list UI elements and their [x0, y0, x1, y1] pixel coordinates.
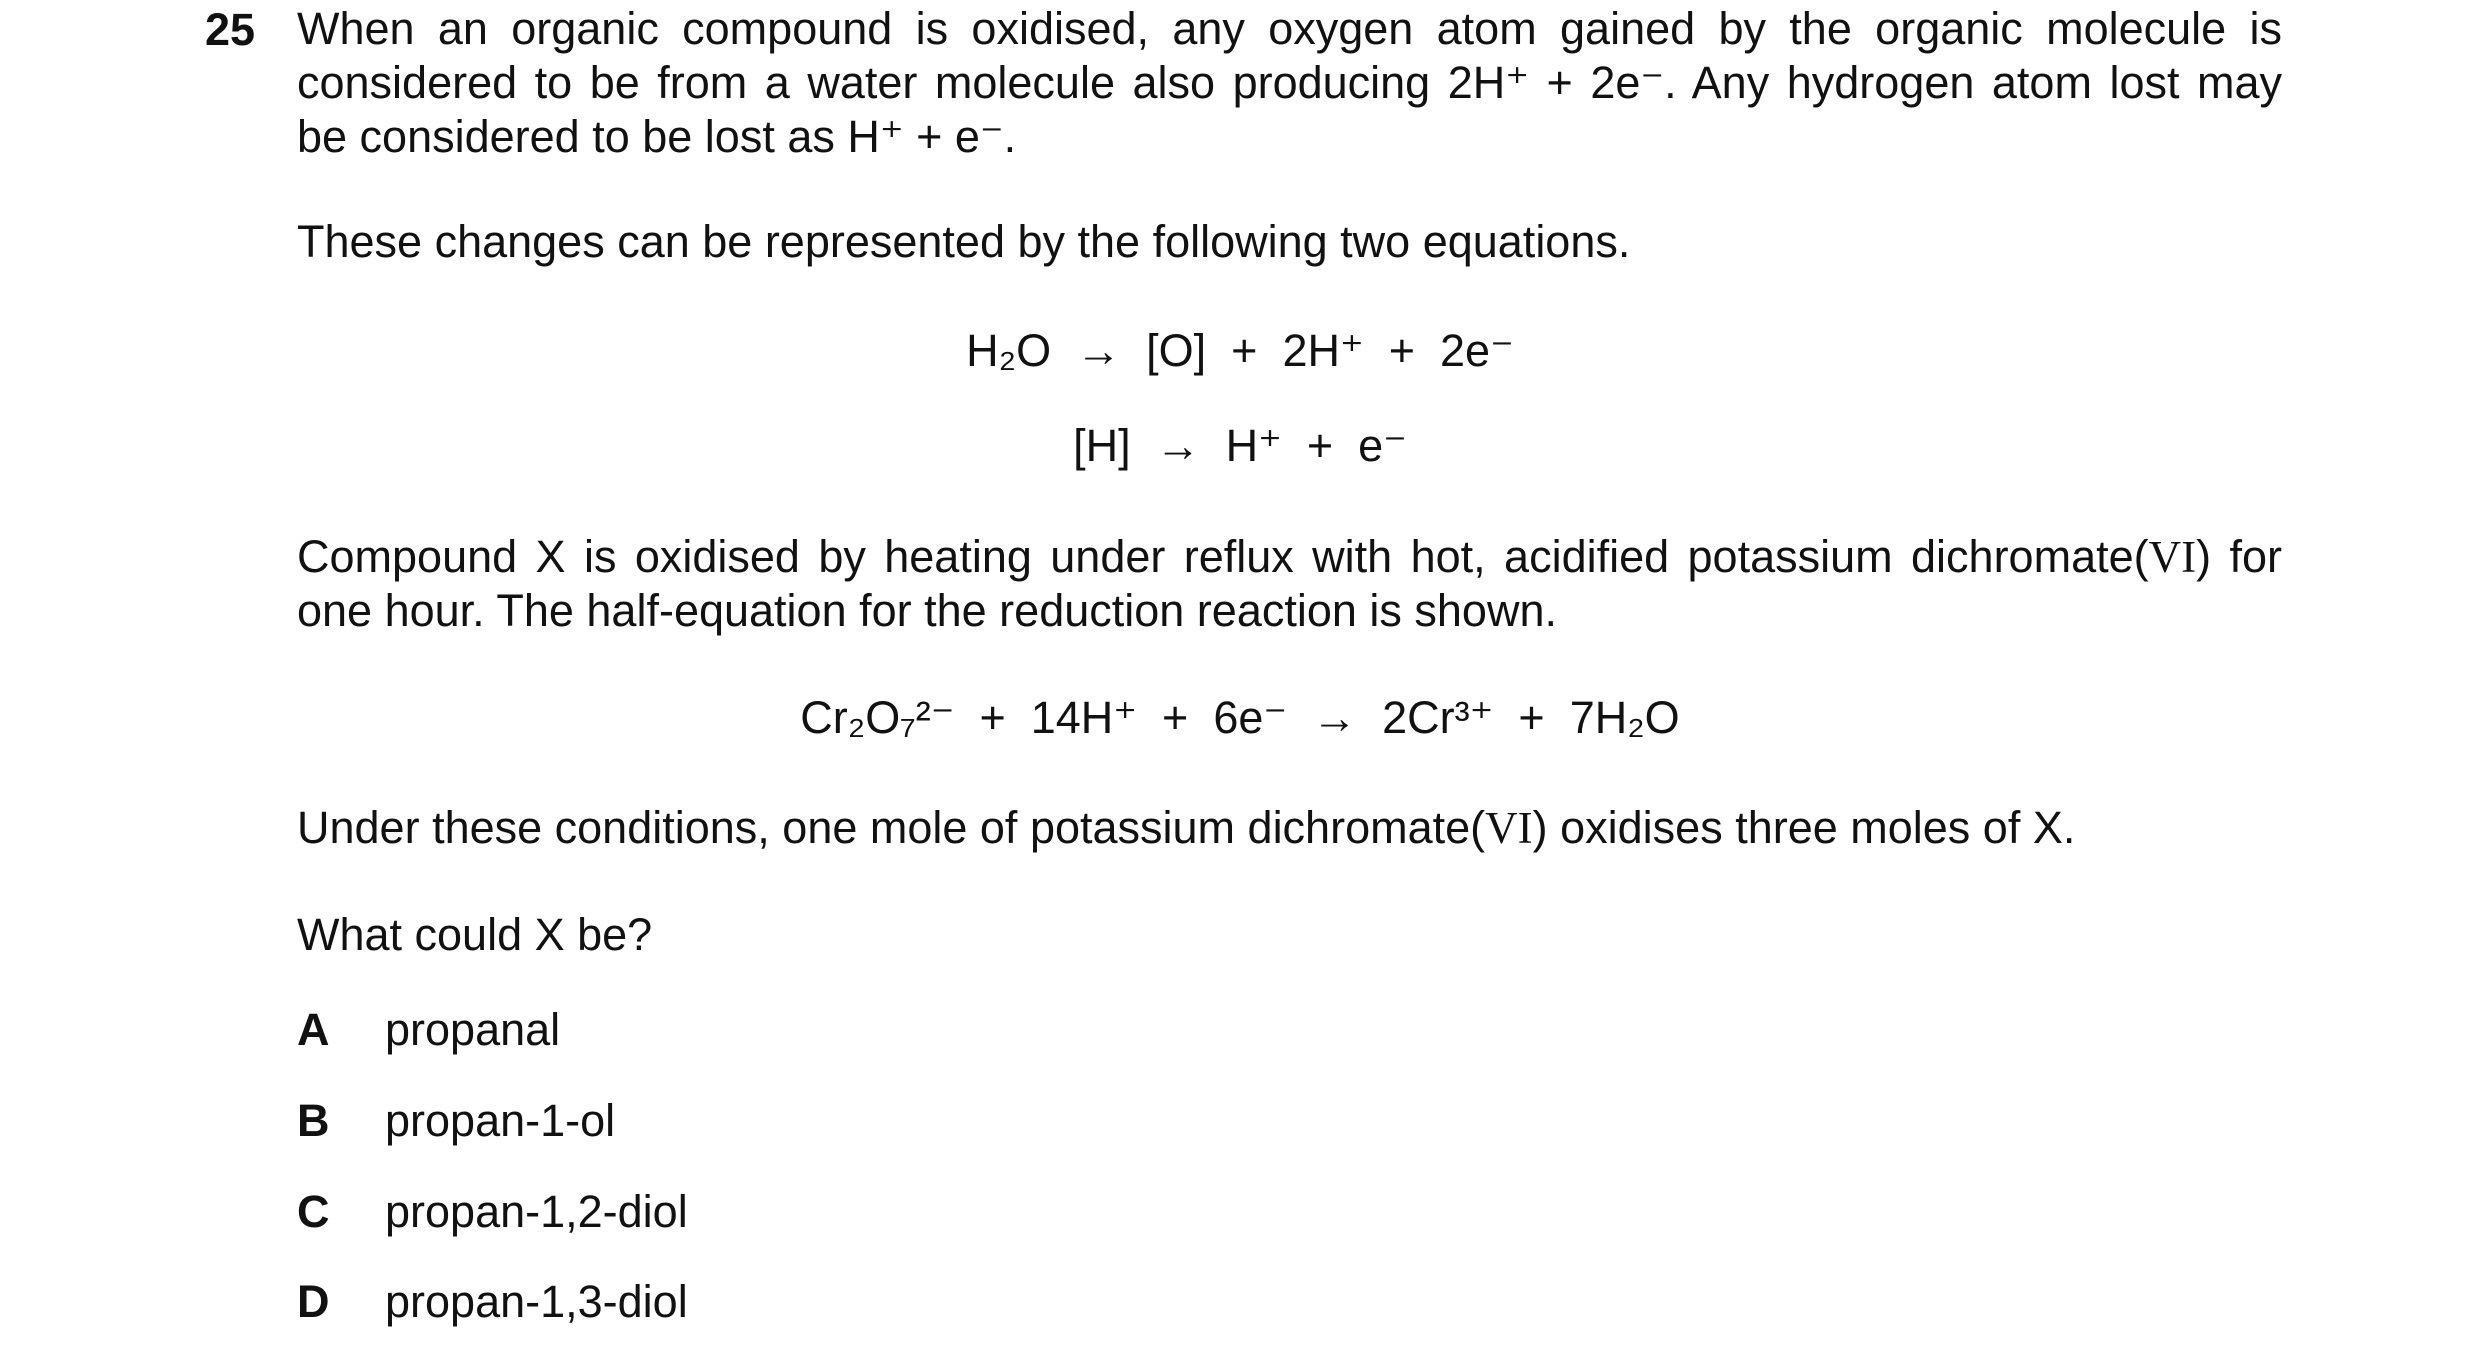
compound-line-1: Compound X is oxidised by heating under reflux with hot, acidified potassium dichromate(VI) for: [297, 531, 2282, 582]
compound-line-2: one hour. The half-equation for the reduction reaction is shown.: [297, 585, 1557, 636]
option-text: propan-1,3-diol: [385, 1276, 688, 1327]
option-text: propan-1-ol: [385, 1095, 616, 1146]
question-number: 25: [205, 4, 256, 55]
intro-line-2: considered to be from a water molecule also producing 2H⁺ + 2e⁻. Any hydrogen atom lost may: [297, 57, 2282, 108]
option-letter: D: [297, 1276, 330, 1327]
compound-description: [297, 530, 2282, 638]
hydrogen-equation: [H] → H⁺ + e⁻: [1073, 420, 1407, 471]
oxygen-equation: H₂O → [O] + 2H⁺ + 2e⁻: [966, 325, 1514, 376]
question-intro: [297, 2, 2282, 164]
option-text: propan-1,2-diol: [385, 1186, 688, 1237]
intro-line-3: be considered to be lost as H⁺ + e⁻.: [297, 111, 1017, 162]
option-letter: A: [297, 1004, 330, 1055]
option-letter: B: [297, 1095, 330, 1146]
dichromate-half-equation: Cr₂O₇²⁻ + 14H⁺ + 6e⁻ → 2Cr³⁺ + 7H₂O: [800, 692, 1680, 743]
equations-intro: These changes can be represented by the following two equations.: [297, 216, 1631, 267]
conditions-statement: Under these conditions, one mole of potassium dichromate(VI) oxidises three moles of X.: [297, 802, 2076, 853]
option-letter: C: [297, 1186, 330, 1237]
question-prompt: What could X be?: [297, 909, 653, 960]
option-text: propanal: [385, 1004, 561, 1055]
intro-line-1: When an organic compound is oxidised, any oxygen atom gained by the organic molecule is: [297, 3, 2282, 54]
